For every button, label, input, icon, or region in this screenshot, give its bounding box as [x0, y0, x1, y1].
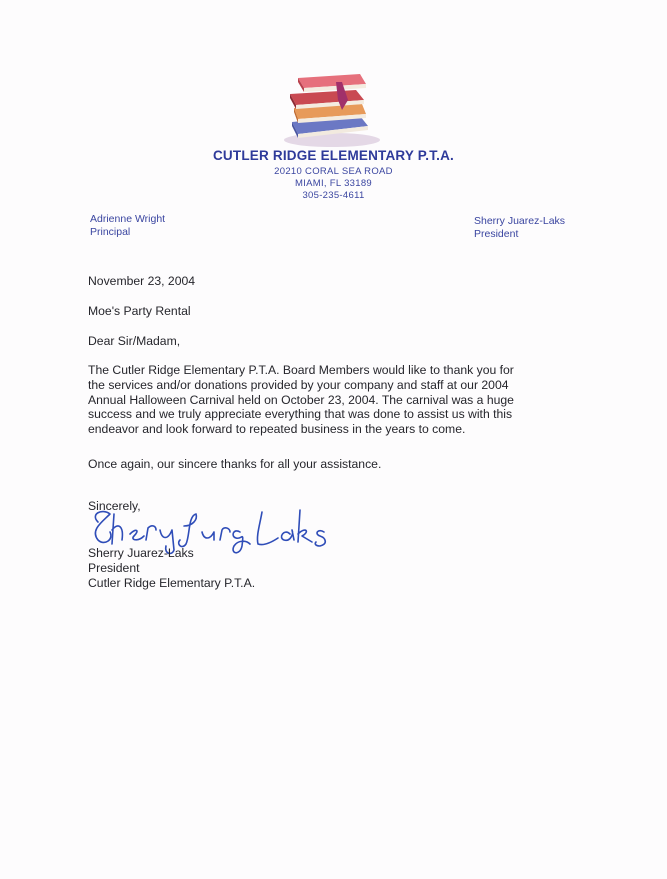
paragraph-line: Annual Halloween Carnival held on October 23, 2004. The carnival was a huge — [88, 392, 514, 407]
signer-name: Sherry Juarez-Laks — [88, 546, 194, 560]
address-city: MIAMI, FL 33189 — [294, 178, 372, 189]
address-phone: 305-235-4611 — [302, 190, 365, 201]
officer-left-name: Adrienne Wright — [90, 213, 166, 225]
organization-name: CUTLER RIDGE ELEMENTARY P.T.A. — [212, 148, 455, 163]
paragraph-line: endeavor and look forward to repeated business in the years to come. — [88, 422, 466, 437]
paragraph-line: the services and/or donations provided by your company and staff at our 2004 — [88, 377, 509, 392]
letter-closing: Sincerely, — [88, 499, 141, 513]
officer-right — [474, 215, 565, 241]
letter-paragraph-1 — [88, 363, 608, 437]
letter-paragraph-2: Once again, our sincere thanks for all your assistance. — [88, 457, 382, 471]
signer-title: President — [88, 561, 140, 575]
paragraph-line: success and we truly appreciate everything that was done to assist us with this — [88, 407, 513, 422]
letter-salutation: Dear Sir/Madam, — [88, 334, 181, 348]
letter-date: November 23, 2004 — [88, 274, 196, 288]
officer-right-name: Sherry Juarez-Laks — [474, 215, 566, 227]
officer-left — [90, 213, 165, 239]
officer-right-title: President — [474, 228, 519, 240]
stack-of-books-icon — [276, 66, 384, 148]
officer-left-title: Principal — [90, 226, 131, 238]
letter-recipient: Moe's Party Rental — [88, 304, 191, 318]
paragraph-line: The Cutler Ridge Elementary P.T.A. Board Members would like to thank you for — [88, 363, 514, 377]
address-street: 20210 CORAL SEA ROAD — [274, 166, 393, 177]
signer-organization: Cutler Ridge Elementary P.T.A. — [88, 576, 256, 590]
